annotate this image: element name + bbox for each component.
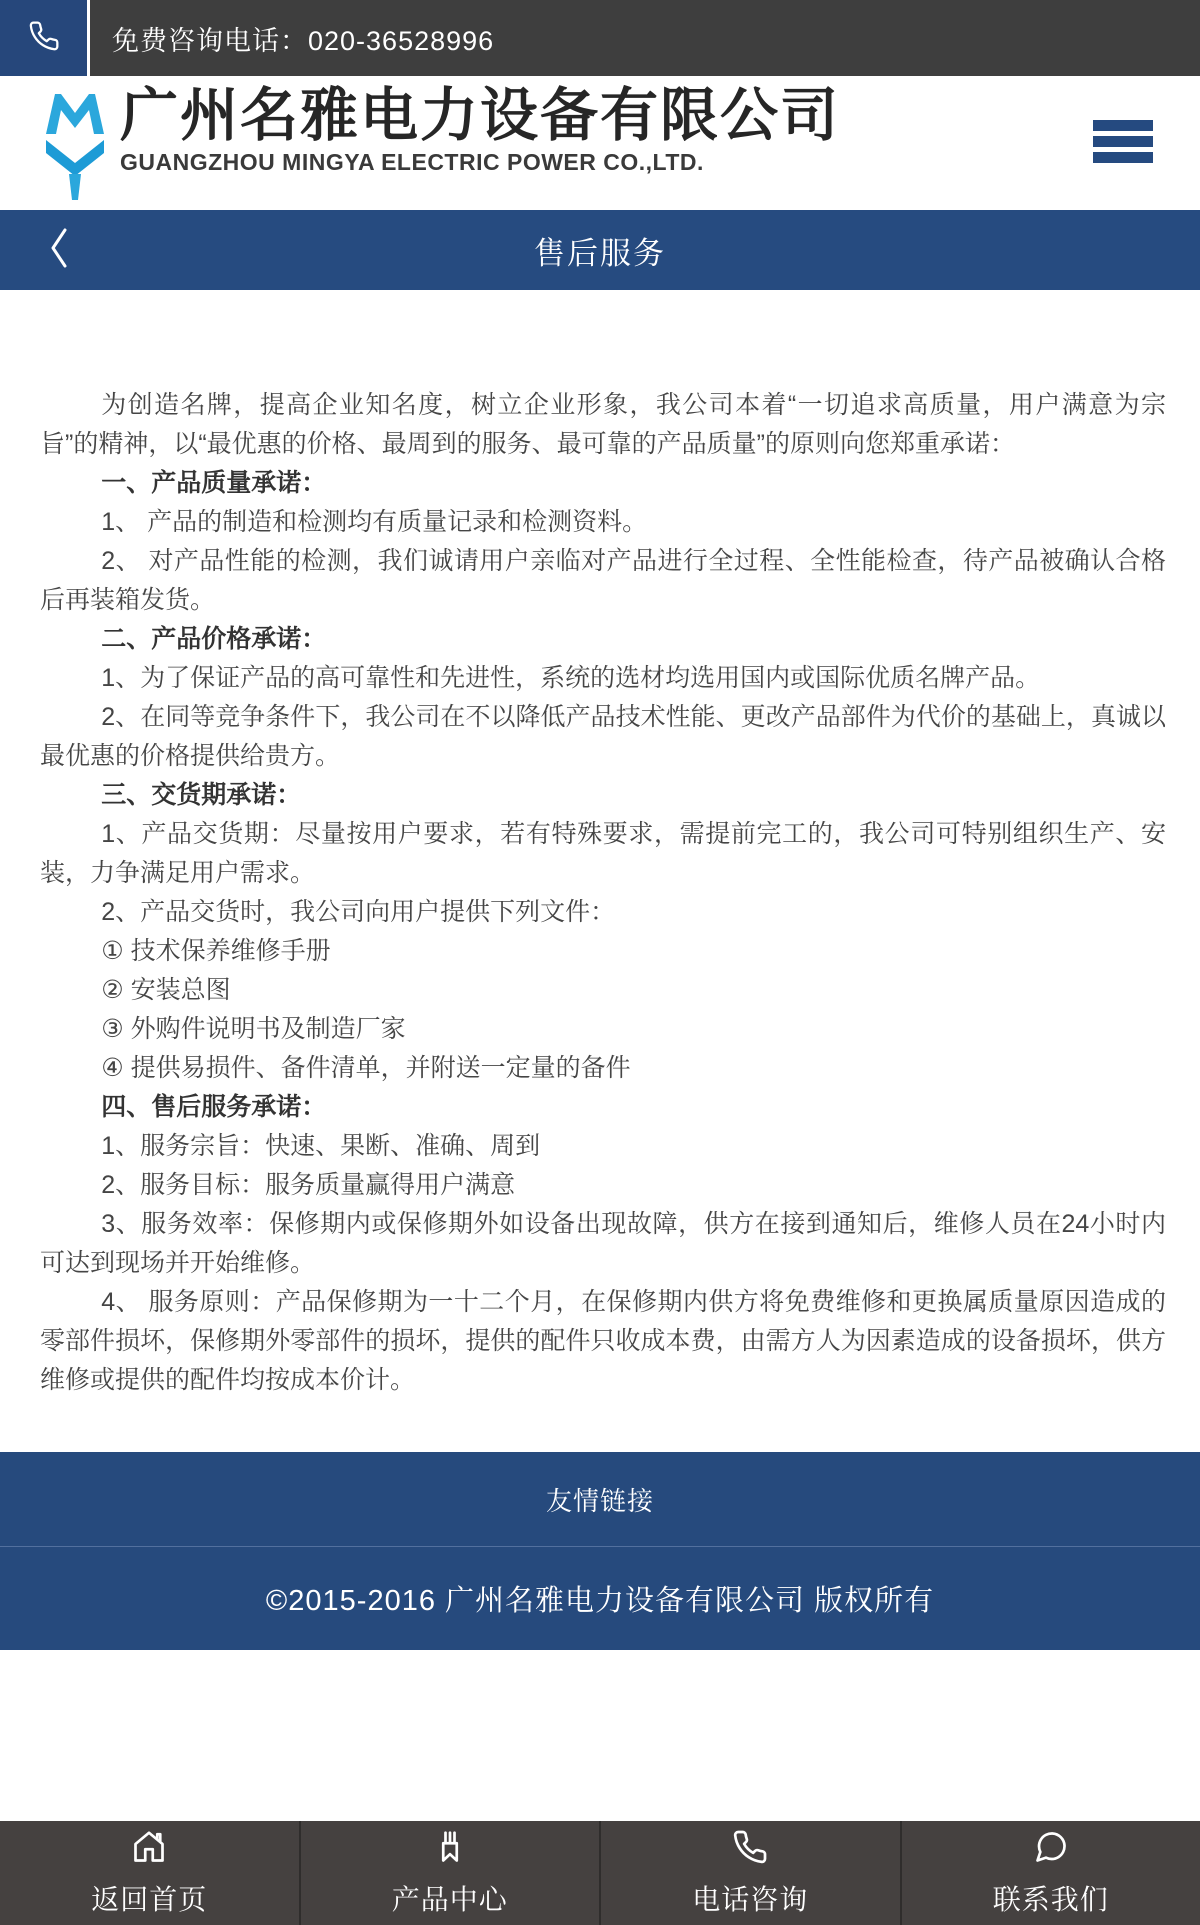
back-button[interactable] bbox=[30, 210, 90, 290]
body-paragraph: 2、 对产品性能的检测，我们诚请用户亲临对产品进行全过程、全性能检查，待产品被确认合格后再装箱发货。 bbox=[40, 547, 1166, 614]
free-consult-phone-text: 免费咨询电话：020-36528996 bbox=[112, 25, 495, 56]
body-paragraph: 1、产品交货期：尽量按用户要求，若有特殊要求，需提前完工的，我公司可特别组织生产、安装，力争满足用户需求。 bbox=[40, 820, 1166, 887]
tab-products[interactable] bbox=[301, 1821, 602, 1925]
body-paragraph: ③ 外购件说明书及制造厂家 bbox=[101, 1015, 406, 1043]
phone-call-button[interactable] bbox=[0, 0, 90, 76]
tab-phone[interactable] bbox=[601, 1821, 902, 1925]
body-paragraph: 1、为了保证产品的高可靠性和先进性，系统的选材均选用国内或国际优质名牌产品。 bbox=[101, 664, 1041, 692]
company-logo bbox=[44, 88, 106, 200]
body-paragraph: 4、 服务原则：产品保修期为一十二个月，在保修期内供方将免费维修和更换属质量原因造成的零部件损坏，保修期外零部件的损坏，提供的配件只收成本费，由需方人为因素造成的设备损坏，供方维修或提供的配件均按成本价计。 bbox=[40, 1288, 1166, 1394]
section-heading: 二、产品价格承诺： bbox=[101, 625, 327, 653]
chevron-left-icon bbox=[47, 226, 73, 275]
tab-home[interactable] bbox=[0, 1821, 301, 1925]
tab-home-label: 返回首页 bbox=[91, 1883, 208, 1915]
page-title: 售后服务 bbox=[534, 235, 666, 271]
brand-block bbox=[120, 84, 840, 176]
company-name-cn: 广州名雅电力设备有限公司 bbox=[120, 83, 841, 148]
tab-products-label: 产品中心 bbox=[391, 1883, 508, 1915]
friendly-links-section bbox=[0, 1452, 1200, 1547]
body-paragraph: ② 安装总图 bbox=[101, 976, 231, 1004]
body-paragraph: 1、服务宗旨：快速、果断、准确、周到 bbox=[101, 1132, 541, 1160]
copyright-text: ©2015-2016 广州名雅电力设备有限公司 版权所有 bbox=[265, 1585, 935, 1617]
tab-contact[interactable] bbox=[902, 1821, 1200, 1925]
section-heading: 一、产品质量承诺： bbox=[101, 469, 327, 497]
company-name-en: GUANGZHOU MINGYA ELECTRIC POWER CO.,LTD. bbox=[120, 149, 704, 175]
body-paragraph: 1、 产品的制造和检测均有质量记录和检测资料。 bbox=[101, 508, 648, 536]
body-paragraph: 2、在同等竞争条件下，我公司在不以降低产品技术性能、更改产品部件为代价的基础上，真诚以最优惠的价格提供给贵方。 bbox=[40, 703, 1166, 770]
body-paragraph: ④ 提供易损件、备件清单，并附送一定量的备件 bbox=[101, 1054, 631, 1082]
friendly-links-title: 友情链接 bbox=[545, 1485, 654, 1516]
body-paragraph: 3、服务效率：保修期内或保修期外如设备出现故障，供方在接到通知后，维修人员在24小时内可达到现场并开始维修。 bbox=[40, 1210, 1166, 1277]
top-phone-bar bbox=[0, 0, 1200, 76]
section-heading: 三、交货期承诺： bbox=[101, 781, 302, 809]
body-paragraph: ① 技术保养维修手册 bbox=[101, 937, 331, 965]
body-paragraph: 2、产品交货时，我公司向用户提供下列文件： bbox=[101, 898, 616, 926]
tab-phone-label: 电话咨询 bbox=[692, 1883, 809, 1915]
menu-hamburger-icon[interactable] bbox=[1093, 120, 1153, 163]
section-heading: 四、售后服务承诺： bbox=[101, 1093, 327, 1121]
page-title-bar bbox=[0, 210, 1200, 290]
copyright-section bbox=[0, 1547, 1200, 1650]
product-icon bbox=[432, 1829, 468, 1870]
contact-icon bbox=[1033, 1829, 1069, 1870]
bottom-tab-bar bbox=[0, 1821, 1200, 1925]
body-paragraph: 2、服务目标：服务质量赢得用户满意 bbox=[101, 1171, 516, 1199]
tab-contact-label: 联系我们 bbox=[992, 1883, 1109, 1915]
phone-icon bbox=[732, 1829, 768, 1870]
home-icon bbox=[131, 1829, 167, 1870]
body-paragraph: 为创造名牌，提高企业知名度，树立企业形象，我公司本着“一切追求高质量，用户满意为宗旨”的精神，以“最优惠的价格、最周到的服务、最可靠的产品质量”的原则向您郑重承诺： bbox=[40, 391, 1166, 458]
site-header bbox=[0, 76, 1200, 210]
phone-icon bbox=[28, 20, 60, 57]
bottom-spacer bbox=[0, 1650, 1200, 1821]
service-content bbox=[0, 290, 1200, 1452]
